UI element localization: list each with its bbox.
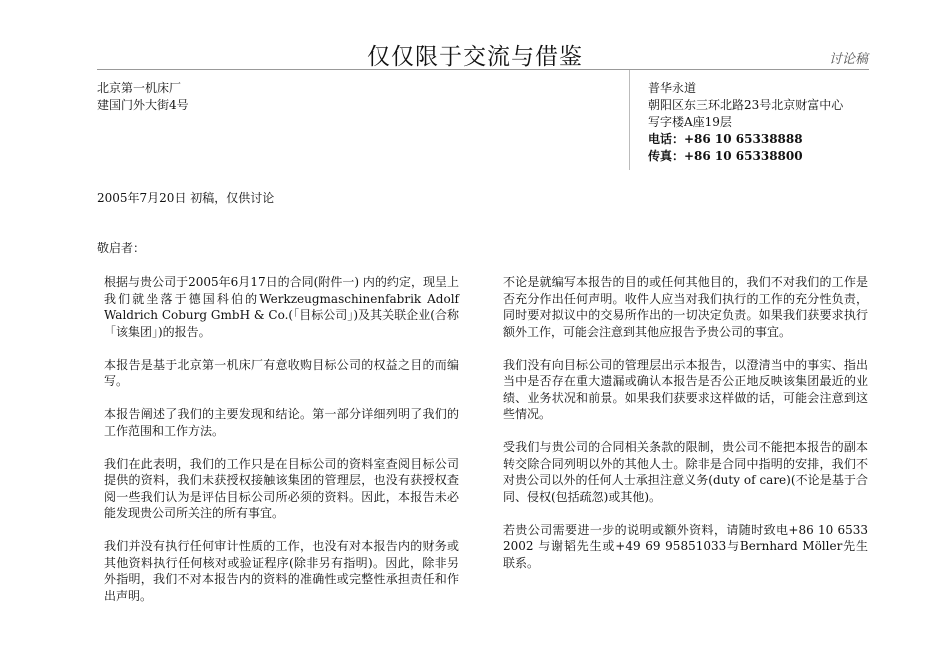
recipient-line-1: 普华永道 (648, 81, 697, 95)
paragraph: 受我们与贵公司的合同相关条款的限制，贵公司不能把本报告的副本转交除合同列明以外的其他人士。除非是合同中指明的安排，我们不对贵公司以外的任何人士承担注意义务(duty of care)(不论是基于合同、侵权(包括疏忽)或其他)。 (503, 440, 868, 504)
draft-label: 讨论稿 (828, 52, 868, 67)
paragraph: 本报告是基于北京第一机床厂有意收购目标公司的权益之目的而编写。 (104, 357, 459, 388)
recipient-phone: 电话：+86 10 65338888 (648, 132, 803, 146)
paragraph: 不论是就编写本报告的目的或任何其他目的，我们不对我们的工作是否充分作出任何声明。收件人应当对我们执行的工作的充分性负责，同时要对拟议中的交易所作出的一切决定负责。如果我们获要求执行额外工作，可能会注意到其他应报告予贵公司的事宜。 (503, 275, 868, 339)
paragraph: 若贵公司需要进一步的说明或额外资料，请随时致电+86 10 6533 2002 与谢韬先生或+49 69 95851033与Bernhard Möller先生联系。 (503, 522, 868, 570)
date-line: 2005年7月20日 初稿，仅供讨论 (97, 191, 275, 205)
recipient-address (648, 80, 843, 165)
paragraph: 根据与贵公司于2005年6月17日的合同(附件一) 内的约定，现呈上我们就坐落于德国科伯的Werkzeugmaschinenfabrik Adolf Waldrich Coburg GmbH & Co.(「目标公司」)及其关联企业(合称「该集团」)的报告。 (104, 275, 459, 339)
salutation: 敬启者： (97, 241, 146, 255)
address-divider (629, 70, 630, 170)
sender-address (97, 80, 189, 114)
paragraph: 我们没有向目标公司的管理层出示本报告，以澄清当中的事实、指出当中是否存在重大遗漏或确认本报告是否公正地反映该集团最近的业绩、业务状况和前景。如果我们获要求这样做的话，可能会注意到这些情况。 (503, 357, 868, 421)
header-divider (97, 69, 869, 70)
paragraph: 本报告阐述了我们的主要发现和结论。第一部分详细列明了我们的工作范围和工作方法。 (104, 407, 459, 438)
recipient-line-2: 朝阳区东三环北路23号北京财富中心 (648, 98, 844, 112)
left-column (104, 274, 459, 621)
recipient-fax: 传真：+86 10 65338800 (648, 149, 803, 163)
recipient-line-3: 写字楼A座19层 (648, 115, 732, 129)
sender-line-2: 建国门外大街4号 (97, 98, 189, 112)
paragraph: 我们在此表明，我们的工作只是在目标公司的资料室查阅目标公司提供的资料，我们未获授权接触该集团的管理层，也没有获授权查阅一些我们认为是评估目标公司所必须的资料。因此，本报告未必能发现贵公司所关注的所有事宜。 (104, 456, 459, 520)
sender-line-1: 北京第一机床厂 (97, 81, 182, 95)
paragraph: 我们并没有执行任何审计性质的工作，也没有对本报告内的财务或其他资料执行任何核对或验证程序(除非另有指明)。因此，除非另外指明，我们不对本报告内的资料的准确性或完整性承担责任和作出声明。 (104, 539, 459, 603)
right-column (503, 274, 868, 588)
document-title: 仅仅限于交流与借鉴 (367, 44, 583, 70)
